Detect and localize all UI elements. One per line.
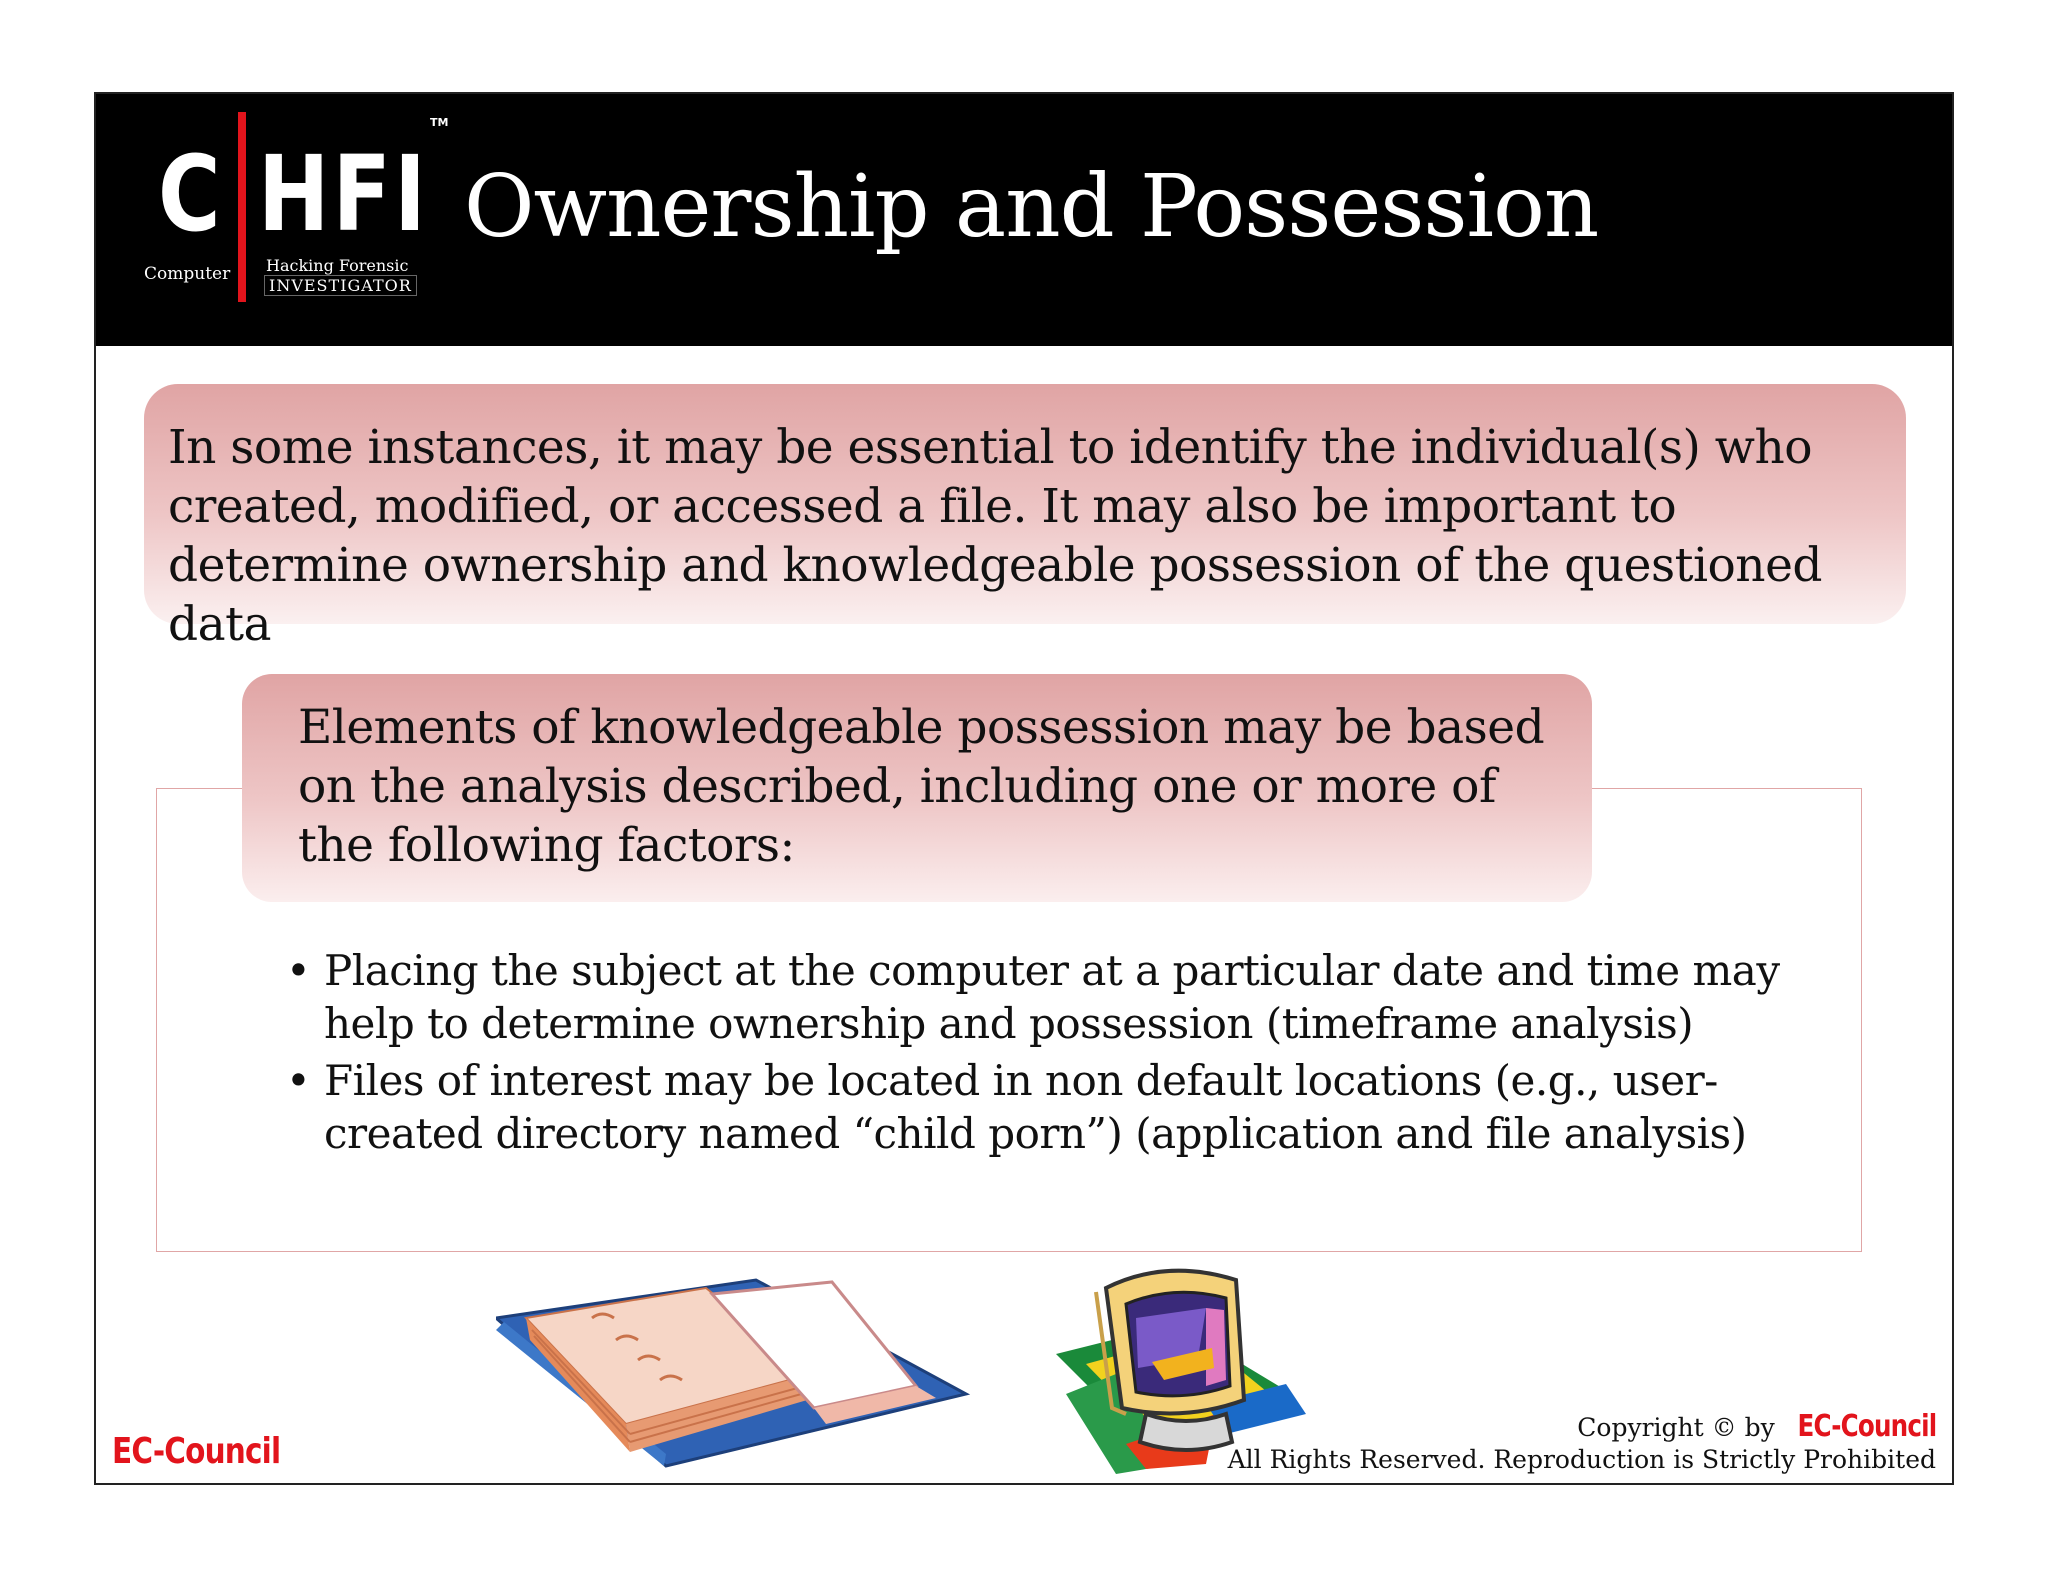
bullet-text: Files of interest may be located in non default locations (e.g., user-created directory named “child porn”) (application and file analysis) xyxy=(324,1056,1747,1158)
logo-investigator-label: INVESTIGATOR xyxy=(264,275,417,296)
elements-text: Elements of knowledgeable possession may be based on the analysis described, including one or more of the following factors: xyxy=(298,700,1545,873)
logo-letters-hfi: HFI xyxy=(258,133,430,255)
chfi-logo xyxy=(96,94,449,346)
books-clipart-icon xyxy=(496,1274,976,1478)
list-item xyxy=(286,1054,1846,1160)
copyright-brand: EC-Council xyxy=(1797,1409,1936,1444)
logo-letter-c: C xyxy=(158,133,221,255)
slide-header xyxy=(96,94,1952,346)
logo-computer-label: Computer xyxy=(144,264,231,284)
rights-reserved-text: All Rights Reserved. Reproduction is Strictly Prohibited xyxy=(1227,1445,1936,1474)
logo-red-bar xyxy=(238,112,246,302)
slide xyxy=(94,92,1954,1485)
logo-hacking-forensic-label: Hacking Forensic xyxy=(266,256,409,275)
ec-council-logo: EC-Council xyxy=(112,1431,281,1472)
elements-box xyxy=(242,674,1592,902)
copyright-prefix: Copyright © by xyxy=(1577,1413,1775,1442)
intro-box xyxy=(144,384,1906,652)
copyright-line xyxy=(1577,1409,1936,1444)
slide-title: Ownership and Possession xyxy=(464,157,1599,257)
factors-list xyxy=(286,944,1846,1164)
intro-text: In some instances, it may be essential to identify the individual(s) who created, modified, or accessed a file. It may also be important to determine ownership and knowledgeable possession of the questioned data xyxy=(168,420,1822,652)
logo-trademark: TM xyxy=(430,116,449,129)
bullet-point: • xyxy=(286,946,311,995)
bullet-point: • xyxy=(286,1056,311,1105)
bullet-text: Placing the subject at the computer at a particular date and time may help to determine ownership and possession (timeframe analysis) xyxy=(324,946,1780,1048)
list-item xyxy=(286,944,1846,1050)
